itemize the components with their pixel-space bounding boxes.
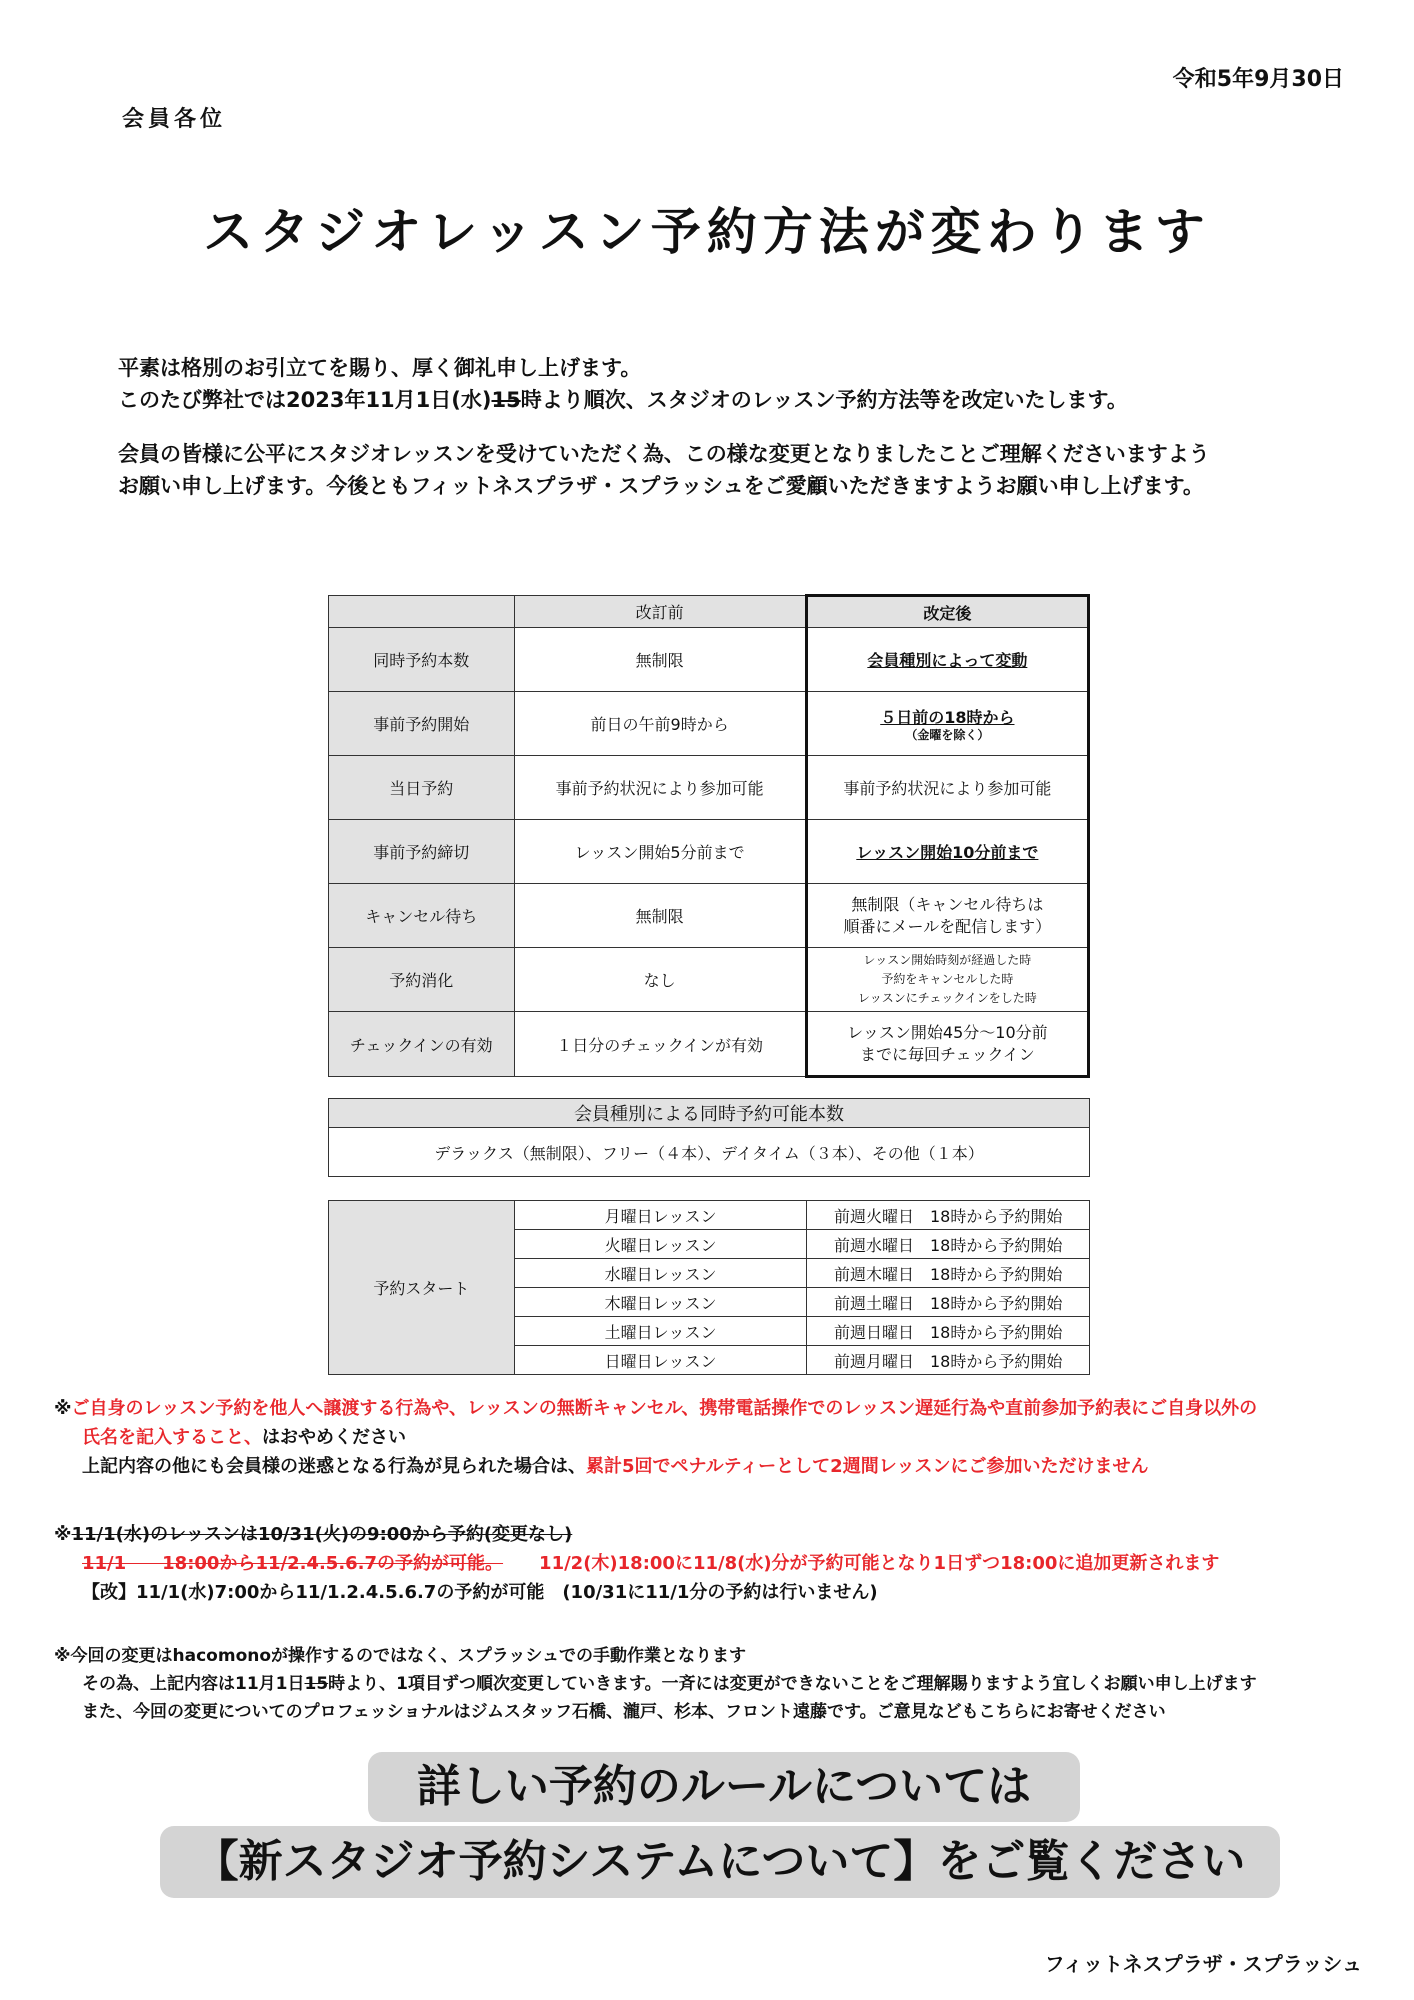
intro-text-part: このたび弊社では2023年11月1日(水)	[118, 388, 492, 412]
after-value-line: レッスン開始45分～10分前	[847, 1022, 1048, 1042]
row-label: チェックインの有効	[329, 1012, 515, 1077]
before-value: １日分のチェックインが有効	[514, 1012, 806, 1077]
schedule-change-note	[54, 1520, 1219, 1607]
banner-line-1: 詳しい予約のルールについては	[368, 1752, 1080, 1822]
comparison-table	[328, 594, 1090, 1078]
footer-signature: フィットネスプラザ・スプラッシュ	[1044, 1952, 1362, 1976]
membership-body: デラックス（無制限）、フリー（４本）、デイタイム（３本）、その他（１本）	[329, 1128, 1090, 1177]
intro-text-part: 時より順次、スタジオのレッスン予約方法等を改定いたします。	[520, 388, 1128, 412]
table-row	[329, 884, 1089, 948]
before-value: 無制限	[514, 884, 806, 948]
row-label: 予約消化	[329, 948, 515, 1012]
before-value: 事前予約状況により参加可能	[514, 756, 806, 820]
operation-note	[54, 1642, 1257, 1726]
column-header-after: 改定後	[806, 596, 1088, 628]
intro-line	[118, 384, 1210, 416]
struck-text: 15	[491, 388, 521, 412]
schedule-day: 土曜日レッスン	[514, 1317, 807, 1346]
page-title: スタジオレッスン予約方法が変わります	[203, 203, 1211, 261]
note-mark: ※	[54, 1398, 72, 1419]
note-red-text: 11/2(木)18:00に11/8(水)分が予約可能となり1日ずつ18:00に追加更新されます	[539, 1553, 1220, 1574]
after-value-line: 順番にメールを配信します）	[843, 916, 1052, 936]
schedule-day: 日曜日レッスン	[514, 1346, 807, 1375]
after-value	[806, 948, 1088, 1012]
struck-text: 11/1(水)のレッスンは10/31(火)の9:00から予約(変更なし)	[71, 1524, 573, 1545]
after-value-text: ５日前の18時から	[880, 707, 1015, 727]
after-value	[806, 1012, 1088, 1077]
membership-header: 会員種別による同時予約可能本数	[329, 1099, 1090, 1128]
struck-text: 15	[304, 1674, 329, 1694]
after-value	[806, 692, 1088, 756]
note-line	[54, 1549, 1219, 1578]
after-value-line: 無制限（キャンセル待ちは	[851, 894, 1044, 914]
note-text: 上記内容の他にも会員様の迷惑となる行為が見られた場合は、	[82, 1456, 586, 1477]
conduct-note	[54, 1394, 1257, 1481]
schedule-day: 水曜日レッスン	[514, 1259, 807, 1288]
after-value-line: までに毎回チェックイン	[859, 1044, 1035, 1064]
note-line: 【改】11/1(水)7:00から11/1.2.4.5.6.7の予約が可能 (10/31に11/1分の予約は行いません)	[82, 1582, 878, 1603]
note-text: 時より、1項目ずつ順次変更していきます。一斉には変更ができないことをご理解賜りますよう宜しくお願い申し上げます	[328, 1674, 1257, 1694]
schedule-start: 前週水曜日 18時から予約開始	[807, 1230, 1090, 1259]
note-text: その為、上記内容は11月1日	[82, 1674, 305, 1694]
schedule-day: 月曜日レッスン	[514, 1201, 807, 1230]
note-text: はおやめください	[262, 1427, 406, 1448]
salutation: 会員各位	[122, 107, 227, 132]
table-row	[329, 628, 1089, 692]
row-label: 事前予約開始	[329, 692, 515, 756]
note-line	[54, 1423, 1257, 1452]
document-date: 令和5年9月30日	[1172, 67, 1344, 92]
table-row	[329, 692, 1089, 756]
note-line	[54, 1520, 1219, 1549]
schedule-table	[328, 1200, 1090, 1375]
intro-line: 平素は格別のお引立てを賜り、厚く御礼申し上げます。	[118, 356, 642, 380]
table-corner-cell	[329, 596, 515, 628]
schedule-day: 火曜日レッスン	[514, 1230, 807, 1259]
schedule-start: 前週土曜日 18時から予約開始	[807, 1288, 1090, 1317]
column-header-before: 改訂前	[514, 596, 806, 628]
table-row	[329, 1012, 1089, 1077]
note-line	[54, 1394, 1257, 1423]
table-row	[329, 1201, 1090, 1230]
after-value-line: レッスン開始時刻が経過した時	[863, 953, 1032, 967]
after-value	[806, 884, 1088, 948]
row-label: 事前予約締切	[329, 820, 515, 884]
after-value-text: 会員種別によって変動	[867, 651, 1028, 670]
intro-line: 会員の皆様に公平にスタジオレッスンを受けていただく為、この様な変更となりましたことご理解くださいますよう	[118, 442, 1210, 466]
intro-line: お願い申し上げます。今後ともフィットネスプラザ・スプラッシュをご愛顧いただきますようお願い申し上げます。	[118, 474, 1204, 498]
schedule-day: 木曜日レッスン	[514, 1288, 807, 1317]
note-line: ※今回の変更はhacomonoが操作するのではなく、スプラッシュでの手動作業となります	[54, 1646, 747, 1666]
after-value	[806, 628, 1088, 692]
note-line: また、今回の変更についてのプロフェッショナルはジムスタッフ石橋、瀧戸、杉本、フロント遠藤です。ご意見などもこちらにお寄せください	[82, 1702, 1166, 1722]
after-value-line: 予約をキャンセルした時	[881, 972, 1014, 986]
membership-table	[328, 1098, 1090, 1177]
before-value: 無制限	[514, 628, 806, 692]
after-value-line: レッスンにチェックインをした時	[857, 991, 1037, 1005]
table-row	[329, 756, 1089, 820]
after-value	[806, 820, 1088, 884]
schedule-start: 前週火曜日 18時から予約開始	[807, 1201, 1090, 1230]
schedule-start: 前週日曜日 18時から予約開始	[807, 1317, 1090, 1346]
note-red-text: 氏名を記入すること、	[82, 1427, 262, 1448]
after-value-note: （金曜を除く）	[905, 727, 990, 742]
table-row	[329, 948, 1089, 1012]
row-label: キャンセル待ち	[329, 884, 515, 948]
note-mark: ※	[54, 1524, 72, 1545]
intro-text	[118, 352, 1210, 502]
before-value: なし	[514, 948, 806, 1012]
note-line	[54, 1670, 1257, 1698]
note-red-text: ご自身のレッスン予約を他人へ譲渡する行為や、レッスンの無断キャンセル、携帯電話操作でのレッスン遅延行為や直前参加予約表にご自身以外の	[71, 1398, 1258, 1419]
row-label: 同時予約本数	[329, 628, 515, 692]
banner-line-2: 【新スタジオ予約システムについて】をご覧ください	[160, 1826, 1280, 1898]
before-value: 前日の午前9時から	[514, 692, 806, 756]
note-red-text: 累計5回でペナルティーとして2週間レッスンにご参加いただけません	[586, 1456, 1149, 1477]
row-label: 当日予約	[329, 756, 515, 820]
note-line	[54, 1452, 1257, 1481]
after-value-text: レッスン開始10分前まで	[856, 843, 1039, 862]
after-value: 事前予約状況により参加可能	[806, 756, 1088, 820]
before-value: レッスン開始5分前まで	[514, 820, 806, 884]
schedule-start: 前週木曜日 18時から予約開始	[807, 1259, 1090, 1288]
schedule-label: 予約スタート	[329, 1201, 515, 1375]
struck-text: 11/1 18:00から11/2.4.5.6.7の予約が可能。	[82, 1553, 504, 1574]
schedule-start: 前週月曜日 18時から予約開始	[807, 1346, 1090, 1375]
table-row	[329, 820, 1089, 884]
